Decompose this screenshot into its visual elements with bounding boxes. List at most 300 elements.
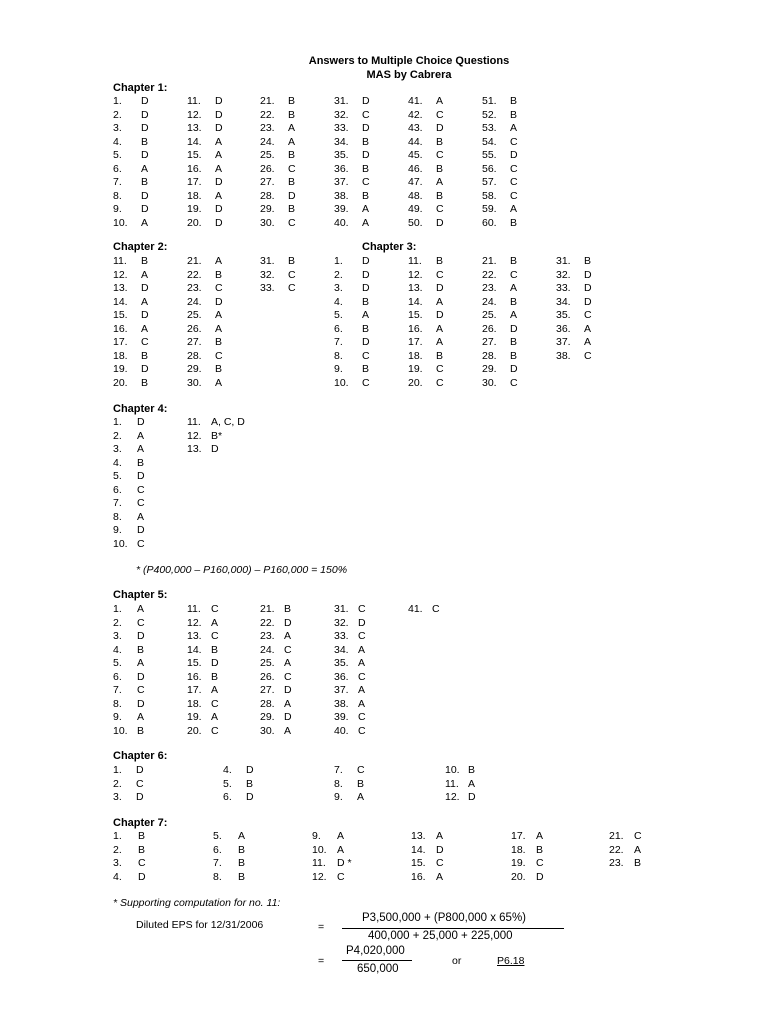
answer-letter: C (137, 537, 145, 550)
question-number: 10. (445, 764, 460, 776)
question-number: 30. (260, 724, 275, 737)
answer-item (113, 204, 149, 215)
answer-letter: C (432, 603, 440, 615)
question-number: 18. (113, 349, 128, 362)
answer-item (408, 204, 444, 215)
answer-letter: B (238, 857, 246, 869)
answer-item (187, 270, 222, 281)
question-number: 24. (260, 643, 275, 656)
question-number: 15. (408, 309, 423, 321)
equals-sign-2: = (318, 955, 325, 967)
answer-item (334, 191, 369, 202)
answer-item (113, 270, 148, 281)
answer-item (260, 604, 291, 615)
question-number: 9. (113, 524, 122, 536)
answer-letter: A, C, D (211, 416, 245, 428)
answer-item (609, 845, 641, 856)
answer-item (482, 351, 517, 362)
answer-letter: D (215, 216, 223, 229)
answer-item (213, 872, 245, 883)
answer-item (408, 137, 443, 148)
question-number: 22. (609, 843, 624, 856)
answer-item (260, 685, 292, 696)
answer-letter: D (362, 268, 370, 281)
question-number: 38. (556, 349, 571, 362)
answer-item (334, 177, 370, 188)
answer-letter: C (510, 135, 518, 148)
question-number: 20. (408, 376, 423, 389)
answer-letter: C (436, 203, 444, 215)
answer-letter: D (288, 189, 296, 202)
answer-letter: C (138, 857, 146, 869)
answer-item (408, 297, 443, 308)
answer-letter: D (136, 791, 144, 803)
question-number: 10. (113, 216, 128, 229)
answer-item (334, 110, 370, 121)
answer-letter: D (141, 203, 149, 215)
question-number: 26. (187, 322, 202, 335)
answer-letter: C (584, 309, 592, 321)
answer-letter: D (362, 149, 370, 161)
question-number: 6. (213, 843, 222, 856)
answer-letter: C (358, 603, 366, 615)
answer-item (334, 672, 366, 683)
question-number: 41. (408, 95, 423, 107)
question-number: 18. (408, 349, 423, 362)
answer-letter: D (215, 295, 223, 308)
question-number: 50. (408, 216, 423, 229)
answer-item (334, 324, 369, 335)
answer-letter: B (137, 724, 145, 737)
answer-letter: A (436, 95, 444, 107)
answer-letter: D (141, 122, 149, 134)
question-number: 6. (334, 322, 343, 335)
answer-item (187, 444, 219, 455)
question-number: 10. (312, 843, 327, 856)
answer-letter: C (362, 176, 370, 188)
question-number: 52. (482, 108, 497, 121)
answer-letter: C (284, 670, 292, 683)
answer-item (511, 858, 544, 869)
answer-letter: B (510, 349, 518, 362)
answer-item (113, 471, 145, 482)
question-number: 11. (445, 777, 459, 790)
answer-item (113, 618, 145, 629)
answer-letter: A (284, 697, 292, 710)
answer-letter: A (211, 684, 219, 696)
answer-item (113, 177, 148, 188)
answer-item (334, 204, 369, 215)
answer-letter: C (510, 376, 518, 389)
footnote: * (P400,000 – P160,000) – P160,000 = 150% (136, 564, 348, 576)
answer-letter: A (215, 309, 223, 321)
answer-letter: D (137, 670, 145, 683)
answer-letter: C (337, 870, 345, 883)
answer-letter: B (288, 255, 296, 267)
answer-letter: A (137, 711, 145, 723)
question-number: 12. (312, 870, 327, 883)
answer-letter: C (288, 282, 296, 294)
answer-letter: C (211, 630, 219, 642)
answer-letter: C (362, 108, 370, 121)
answer-item (113, 444, 144, 455)
question-number: 13. (113, 282, 128, 294)
answer-letter: C (358, 711, 366, 723)
answer-letter: A (584, 322, 592, 335)
answer-letter: C (358, 724, 366, 737)
chapter-heading: Chapter 7: (113, 817, 168, 829)
answer-letter: B* (211, 429, 223, 442)
answer-item (260, 712, 292, 723)
answer-item (113, 337, 149, 348)
question-number: 23. (187, 282, 202, 294)
answer-letter: C (584, 349, 592, 362)
answer-letter: B (288, 149, 296, 161)
question-number: 22. (482, 268, 497, 281)
answer-item (260, 164, 296, 175)
question-number: 37. (334, 684, 349, 696)
chapter-heading: Chapter 2: (113, 241, 168, 253)
answer-letter: D (215, 95, 223, 107)
question-number: 7. (113, 684, 122, 696)
question-number: 21. (482, 255, 497, 267)
answer-item (334, 685, 365, 696)
answer-letter: B (362, 322, 370, 335)
answer-item (113, 525, 145, 536)
question-number: 25. (260, 657, 275, 669)
question-number: 12. (408, 268, 423, 281)
answer-item (334, 96, 370, 107)
answer-item (113, 845, 145, 856)
question-number: 31. (556, 255, 571, 267)
answer-item (408, 164, 443, 175)
question-number: 31. (334, 95, 349, 107)
answer-item (113, 765, 144, 776)
answer-item (113, 137, 148, 148)
answer-item (113, 658, 144, 669)
question-number: 7. (213, 857, 222, 869)
equals-sign-1: = (318, 921, 325, 933)
answer-letter: D (215, 176, 223, 188)
answer-letter: B (288, 108, 296, 121)
answer-item (408, 123, 444, 134)
question-number: 46. (408, 162, 423, 175)
answer-letter: A (211, 711, 219, 723)
question-number: 11. (187, 95, 201, 107)
answer-item (445, 779, 475, 790)
answer-letter: B (288, 176, 296, 188)
answer-item (113, 485, 145, 496)
question-number: 13. (187, 122, 202, 134)
answer-item (556, 337, 591, 348)
answer-letter: D (358, 616, 366, 629)
question-number: 10. (113, 724, 128, 737)
answer-letter: A (215, 189, 223, 202)
answer-item (334, 164, 369, 175)
question-number: 51. (482, 95, 497, 107)
answer-letter: A (510, 203, 518, 215)
answer-item (187, 164, 222, 175)
answer-letter: B (510, 255, 518, 267)
question-number: 21. (260, 603, 275, 615)
answer-item (187, 110, 223, 121)
answer-item (482, 297, 517, 308)
answer-letter: A (141, 162, 149, 175)
answer-letter: C (436, 268, 444, 281)
answer-letter: A (137, 510, 145, 523)
answer-item (482, 150, 518, 161)
answer-item (511, 845, 543, 856)
answer-item (187, 337, 222, 348)
answer-item (482, 378, 518, 389)
answer-letter: C (436, 108, 444, 121)
answer-letter: B (436, 189, 444, 202)
answer-item (334, 297, 369, 308)
answer-item (511, 831, 543, 842)
answer-letter: A (584, 336, 592, 348)
question-number: 12. (187, 616, 202, 629)
question-number: 10. (334, 376, 349, 389)
answer-item (113, 150, 149, 161)
answer-letter: C (536, 857, 544, 869)
question-number: 30. (260, 216, 275, 229)
answer-item (260, 110, 295, 121)
question-number: 30. (187, 376, 202, 389)
answer-item (187, 177, 223, 188)
answer-item (187, 645, 218, 656)
answer-letter: A (211, 616, 219, 629)
question-number: 14. (187, 643, 202, 656)
answer-item (482, 191, 518, 202)
question-number: 25. (260, 149, 275, 161)
answer-letter: A (284, 724, 292, 737)
answer-letter: A (284, 630, 292, 642)
question-number: 12. (187, 108, 202, 121)
answer-letter: D (510, 322, 518, 335)
question-number: 27. (260, 176, 275, 188)
answer-letter: B (362, 162, 370, 175)
answer-letter: C (288, 216, 296, 229)
answer-item (113, 283, 149, 294)
answer-item (408, 270, 444, 281)
question-number: 17. (511, 830, 526, 842)
answer-item (113, 539, 145, 550)
answer-item (113, 458, 144, 469)
fraction-line-1 (342, 928, 564, 929)
numerator-2: P4,020,000 (346, 945, 405, 957)
answer-item (482, 270, 518, 281)
answer-item (334, 604, 366, 615)
answer-item (187, 726, 219, 737)
answer-letter: D (215, 108, 223, 121)
question-number: 60. (482, 216, 497, 229)
answer-letter: A (137, 603, 145, 615)
question-number: 47. (408, 176, 423, 188)
question-number: 1. (334, 255, 343, 267)
answer-item (113, 712, 144, 723)
answer-letter: D (211, 443, 219, 455)
answer-letter: C (510, 162, 518, 175)
answer-letter: A (362, 203, 370, 215)
answer-letter: D (436, 122, 444, 134)
question-number: 35. (334, 657, 349, 669)
question-number: 45. (408, 149, 423, 161)
answer-letter: D (284, 616, 292, 629)
question-number: 34. (334, 135, 349, 148)
question-number: 28. (260, 697, 275, 710)
answer-item (113, 604, 144, 615)
answer-item (113, 631, 145, 642)
question-number: 6. (113, 483, 122, 496)
answer-item (113, 512, 144, 523)
answer-item (223, 792, 254, 803)
result-value: P6.18 (497, 955, 525, 967)
question-number: 12. (113, 268, 128, 281)
question-number: 8. (334, 777, 343, 790)
answer-item (187, 150, 222, 161)
question-number: 24. (187, 295, 202, 308)
answer-letter: D (137, 630, 145, 642)
question-number: 38. (334, 189, 349, 202)
answer-item (260, 658, 291, 669)
answer-item (408, 604, 440, 615)
answer-letter: B (634, 857, 642, 869)
question-number: 18. (187, 189, 202, 202)
question-number: 14. (187, 135, 202, 148)
question-number: 19. (187, 203, 202, 215)
question-number: 20. (113, 376, 128, 389)
answer-letter: D (362, 122, 370, 134)
answer-letter: D (215, 203, 223, 215)
answer-letter: D (284, 684, 292, 696)
question-number: 16. (408, 322, 423, 335)
answer-letter: B (436, 135, 444, 148)
answer-letter: A (510, 309, 518, 321)
question-number: 32. (334, 616, 349, 629)
question-number: 13. (408, 282, 423, 294)
fraction-line-2 (342, 960, 412, 961)
answer-letter: A (436, 295, 444, 308)
answer-letter: A (141, 216, 149, 229)
answer-letter: C (141, 336, 149, 348)
question-number: 33. (556, 282, 571, 294)
question-number: 56. (482, 162, 497, 175)
answer-letter: B (288, 95, 296, 107)
question-number: 1. (113, 603, 122, 615)
answer-letter: A (436, 830, 444, 842)
question-number: 25. (187, 309, 202, 321)
answer-item (113, 256, 148, 267)
answer-item (334, 218, 369, 229)
question-number: 22. (260, 616, 275, 629)
answer-letter: A (141, 268, 149, 281)
answer-letter: D (362, 336, 370, 348)
answer-item (187, 351, 223, 362)
answer-item (334, 658, 365, 669)
answer-item (113, 417, 145, 428)
question-number: 24. (260, 135, 275, 148)
question-number: 23. (260, 122, 275, 134)
answer-item (260, 191, 296, 202)
question-number: 17. (113, 336, 128, 348)
answer-letter: C (510, 176, 518, 188)
answer-letter: B (141, 176, 149, 188)
answer-item (609, 831, 642, 842)
answer-letter: D (284, 711, 292, 723)
answer-letter: C (137, 497, 145, 509)
answer-item (445, 792, 476, 803)
answer-item (556, 270, 592, 281)
question-number: 21. (187, 255, 202, 267)
answer-item (482, 256, 517, 267)
question-number: 36. (334, 162, 349, 175)
answer-item (113, 123, 149, 134)
answer-letter: B (510, 216, 518, 229)
question-number: 14. (411, 843, 426, 856)
answer-item (556, 324, 591, 335)
answer-item (260, 137, 295, 148)
answer-letter: A (215, 135, 223, 148)
question-number: 34. (334, 643, 349, 656)
question-number: 40. (334, 724, 349, 737)
answer-letter: C (137, 616, 145, 629)
question-number: 15. (187, 657, 202, 669)
question-number: 20. (187, 216, 202, 229)
answer-item (187, 604, 219, 615)
answer-letter: B (215, 336, 223, 348)
question-number: 2. (334, 268, 343, 281)
answer-letter: B (238, 843, 246, 856)
question-number: 22. (260, 108, 275, 121)
question-number: 1. (113, 95, 122, 107)
answer-item (408, 283, 444, 294)
question-number: 32. (556, 268, 571, 281)
answer-letter: D (211, 657, 219, 669)
answer-item (408, 191, 443, 202)
question-number: 16. (187, 162, 202, 175)
answer-item (113, 645, 144, 656)
answer-item (334, 123, 370, 134)
question-number: 8. (113, 189, 122, 202)
answer-letter: A (510, 282, 518, 294)
answer-item (556, 297, 592, 308)
answer-letter: A (141, 295, 149, 308)
answer-letter: D (510, 363, 518, 375)
question-number: 23. (482, 282, 497, 294)
question-number: 28. (187, 349, 202, 362)
question-number: 3. (113, 630, 122, 642)
answer-letter: A (137, 429, 145, 442)
question-number: 7. (334, 336, 343, 348)
question-number: 11. (187, 416, 201, 428)
question-number: 23. (260, 630, 275, 642)
answer-letter: D (136, 764, 144, 776)
answer-item (312, 831, 344, 842)
answer-item (187, 283, 223, 294)
answer-item (187, 297, 223, 308)
question-number: 19. (187, 711, 202, 723)
question-number: 20. (511, 870, 526, 883)
answer-letter: D (584, 282, 592, 294)
question-number: 48. (408, 189, 423, 202)
answer-item (113, 96, 149, 107)
answer-item (113, 831, 145, 842)
answer-letter: B (284, 603, 292, 615)
answer-item (113, 191, 149, 202)
answer-item (187, 364, 222, 375)
chapter-heading: Chapter 5: (113, 589, 168, 601)
question-number: 57. (482, 176, 497, 188)
